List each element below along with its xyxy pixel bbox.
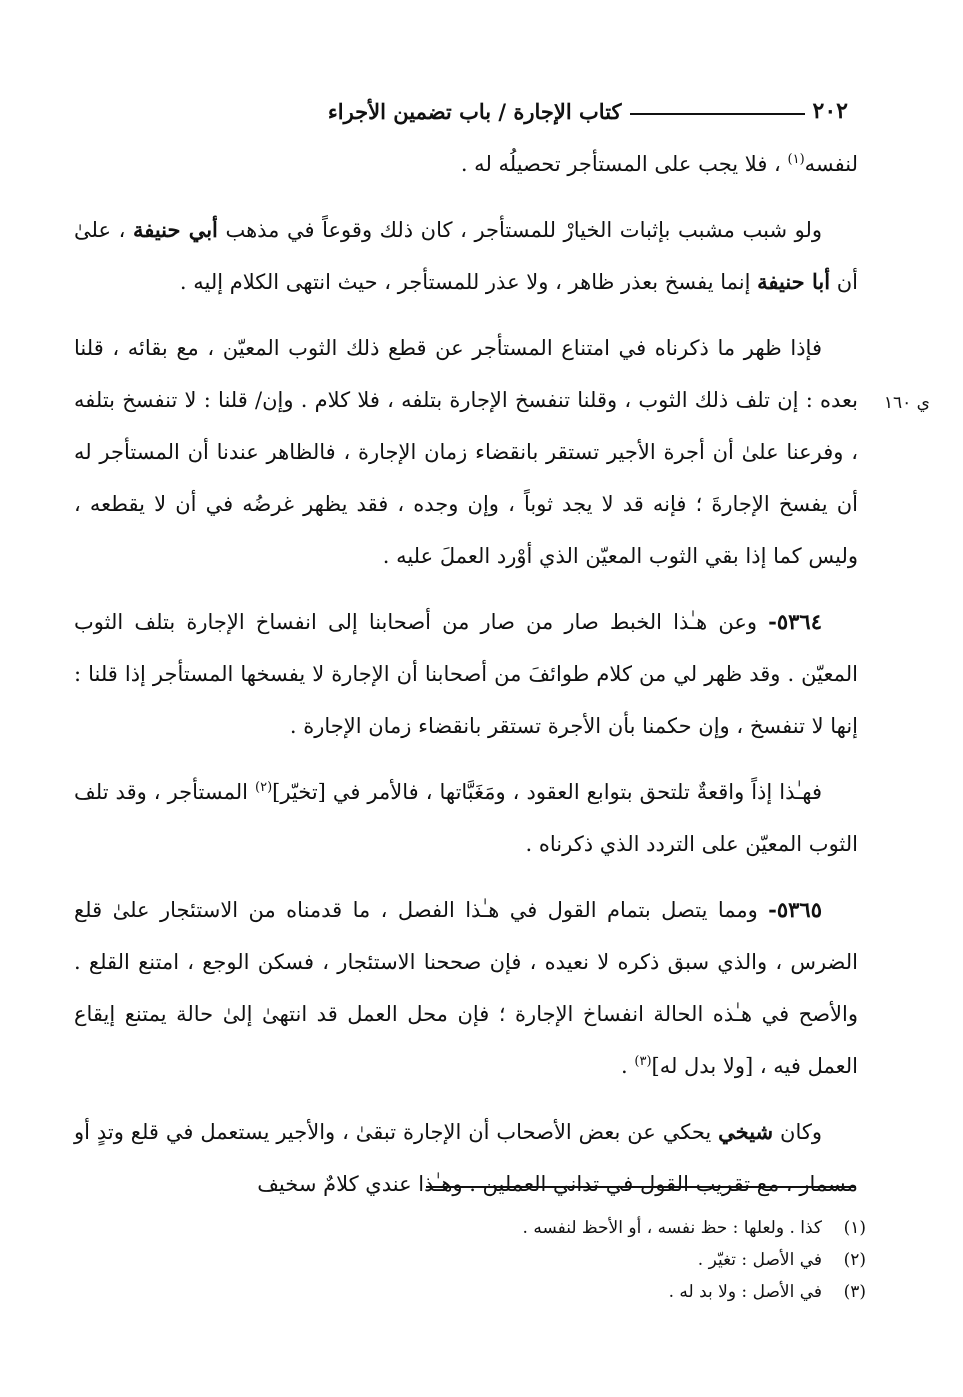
header-rule <box>630 113 805 115</box>
name-shaykhi: شيخي <box>718 1119 774 1144</box>
paragraph-3: فإذا ظهر ما ذكرناه في امتناع المستأجر عن قطع ذلك الثوب المعيّن ، مع بقائه ، قلنا بعده : إن تلف ذلك الثوب ، وقلنا تنفسخ الإجارة بتلفه ، فلا كلام . وإن/ قلنا : لا تنفسخ بتلفه ، وفرعنا علىٰ أن أجرة الأجير تستقر بانقضاء زمان الإجارة ، فالظاهر عندنا أن المستأجر له أن يفسخ الإجارةَ ؛ فإنه قد لا يجد ثوباً ، وإن وجده ، فقد يظهر غرضُه في أن لا يقطعه ، وليس كما إذا بقي الثوب المعيّن الذي أوْرد العملَ عليه . <box>74 336 858 568</box>
footnote-text: في الأصل : ولا بد له . <box>668 1282 822 1302</box>
footnote-number: (٣) <box>843 1282 866 1302</box>
name-abu-hanifa: أبي حنيفة <box>132 217 218 242</box>
footnote-text: كذا . ولعلها : حظ نفسه ، أو الأحظ لنفسه . <box>522 1218 822 1238</box>
main-text <box>74 138 858 1224</box>
paragraph-4 <box>74 596 858 752</box>
running-title: كتاب الإجارة / باب تضمين الأجراء <box>327 99 622 124</box>
footnote-3 <box>380 1276 866 1308</box>
issue-number: ٥٣٦٥- <box>768 897 822 922</box>
footnote-number: (١) <box>843 1218 866 1238</box>
page-number: ٢٠٢ <box>812 98 848 124</box>
footnote-1 <box>380 1212 866 1244</box>
text-run: ، علىٰ أن <box>74 218 858 294</box>
margin-manuscript-ref: ي ١٦٠ <box>883 393 930 413</box>
issue-number: ٥٣٦٤- <box>768 609 822 634</box>
footnote-ref-2: (٢) <box>255 780 273 795</box>
paragraph-2 <box>74 204 858 308</box>
footnote-ref-1: (١) <box>787 152 805 167</box>
footnote-ref-3: (٣) <box>634 1054 652 1069</box>
text-run: ولو شبب مشبب بإثبات الخيارْ للمستأجر ، كان ذلك وقوعاً في مذهب <box>217 218 823 242</box>
page-header <box>62 84 848 124</box>
text-run: يحكي عن بعض الأصحاب أن الإجارة تبقىٰ ، والأجير يستعمل في قلع وتدٍ أو مسمار ، مع تقريب القول في تداني العملين . وهـٰذا عندي كلامٌ سخيف <box>74 1120 858 1196</box>
footnote-number: (٢) <box>843 1250 866 1270</box>
footnote-text: في الأصل : تغيّر . <box>697 1250 822 1270</box>
text-run: لنفسه <box>804 152 858 176</box>
text-run: المستأجر ، وقد تلف الثوب المعيّن على التردد الذي ذكرناه . <box>74 780 858 856</box>
text-run: وعن هـٰذا الخبط صار من صار من أصحابنا إلى انفساخ الإجارة بتلف الثوب المعيّن . وقد ظهر لي من كلام طوائفَ من أصحابنا أن الإجارة لا يفسخها المستأجر إذا قلنا : إنها لا تنفسخ ، وإن حكمنا بأن الأجرة تستقر بانقضاء زمان الإجارة . <box>74 610 858 738</box>
paragraph-1 <box>74 138 858 190</box>
footnotes <box>380 1212 866 1308</box>
paragraph-5 <box>74 766 858 870</box>
footnote-2 <box>380 1244 866 1276</box>
text-run: فهـٰذا إذاً واقعةٌ تلتحق بتوابع العقود ، ومَغَبَّاتها ، فالأمر في [تخيّر] <box>272 780 822 804</box>
paragraph-6 <box>74 884 858 1092</box>
text-run: ، فلا يجب على المستأجر تحصيلُه له . <box>460 152 788 176</box>
footnote-separator <box>426 1186 856 1188</box>
paragraph-7 <box>74 1106 858 1210</box>
text-run: إنما يفسخ بعذر ظاهر ، ولا عذر للمستأجر ، حيث انتهى الكلام إليه . <box>179 270 758 294</box>
text-run: وكان <box>773 1120 823 1144</box>
text-run: ومما يتصل بتمام القول في هـٰذا الفصل ، ما قدمناه من الاستئجار علىٰ قلع الضرس ، والذي سبق ذكره لا نعيده ، فإن صححنا الاستئجار ، فسكن الوجع ، امتنع القلع . والأصح في هـٰذه الحالة انفساخ الإجارة ؛ فإن محل العمل قد انتهىٰ إلىٰ حالة يمتنع إيقاع العمل فيه ، [ولا بدل له] <box>74 898 858 1078</box>
name-abu-hanifa: أبا حنيفة <box>757 269 831 294</box>
text-run: . <box>621 1054 635 1078</box>
